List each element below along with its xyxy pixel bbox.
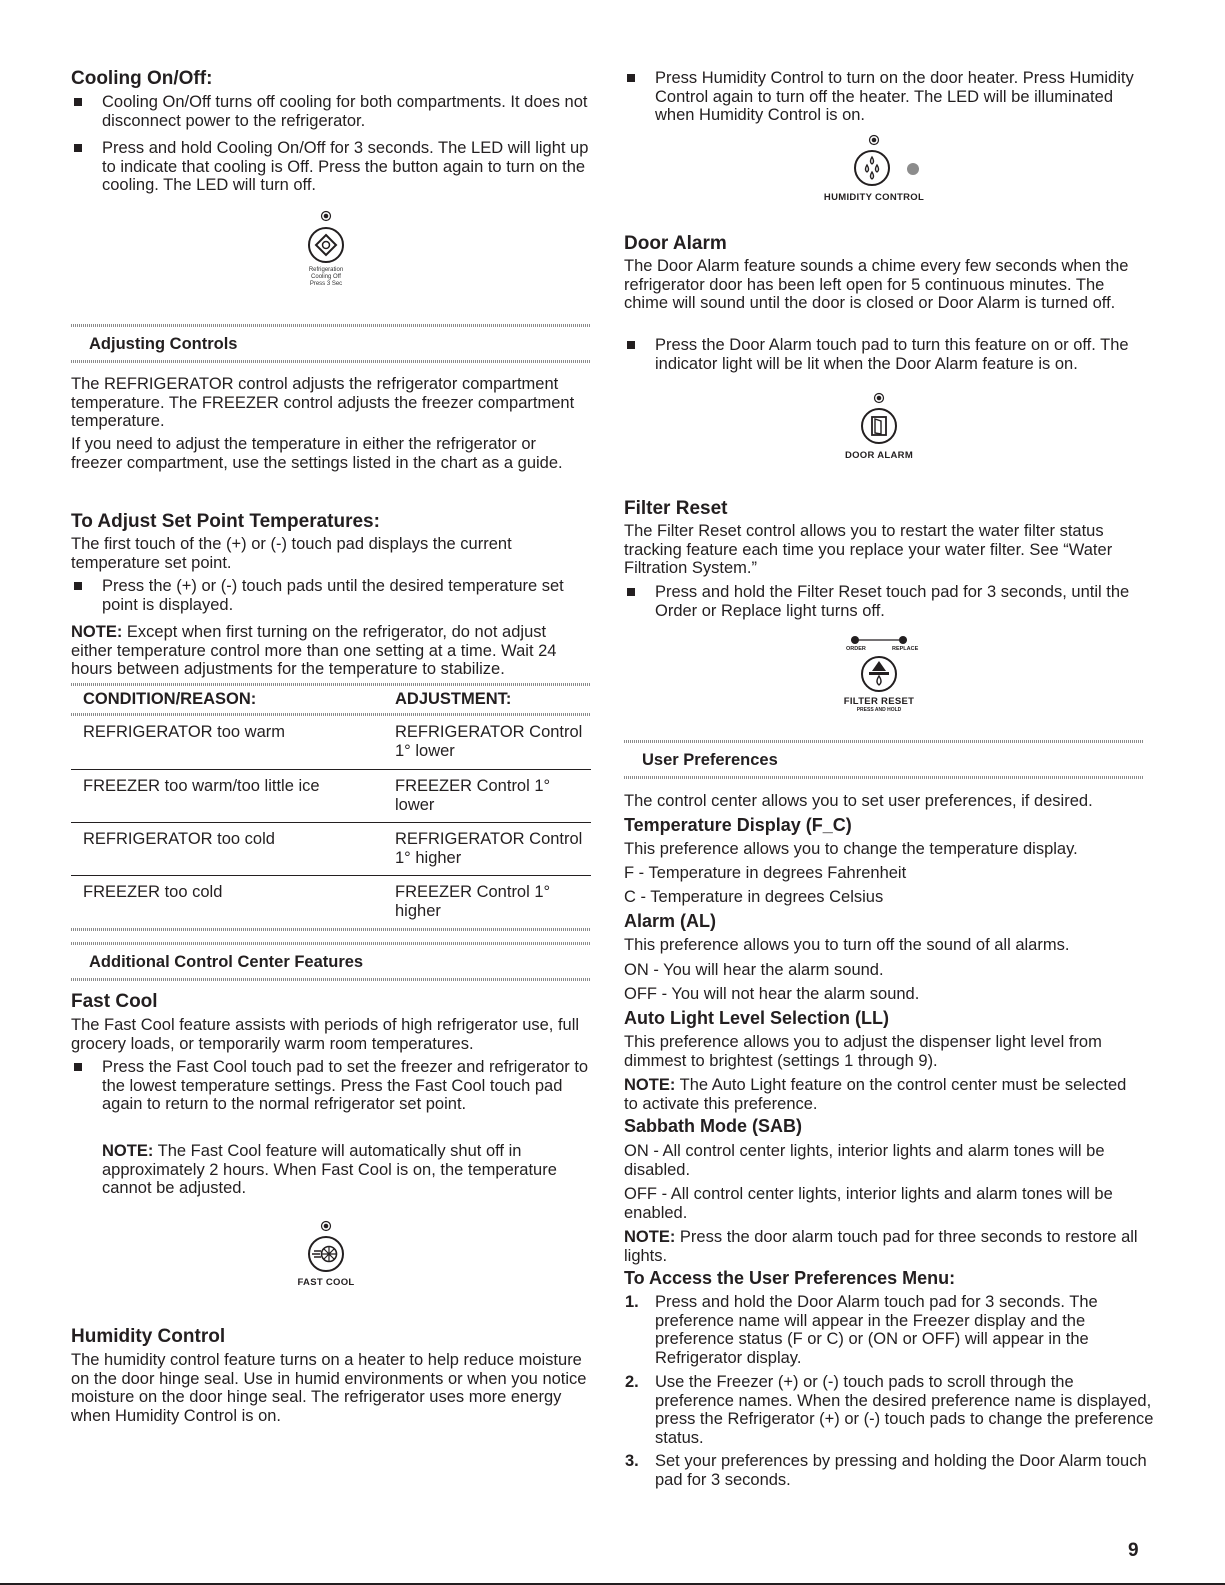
light-level-note (624, 1076, 1144, 1113)
table-cell-adjustment: REFRIGERATOR Control 1° lower (395, 723, 583, 760)
step-number: 1. (625, 1293, 639, 1311)
cooling-heading: Cooling On/Off: (71, 68, 213, 89)
note-text: The Fast Cool feature will automatically shut off in approximately 2 hours. When Fast Cool is on, the temperature cannot be adjusted. (102, 1142, 557, 1197)
filter-text: The Filter Reset control allows you to restart the water filter status tracking feature each time you replace your water filter. See “Water Filtration System.” (624, 522, 1113, 577)
setpoint-bullet: Press the (+) or (-) touch pads until the desired temperature set point is displayed. (71, 577, 592, 614)
humidity-bullet: Press Humidity Control to turn on the door heater. Press Humidity Control again to turn off the heater. The LED will be illuminated when Humidity Control is on. (624, 69, 1155, 125)
door-icon[interactable] (859, 406, 899, 446)
temp-c: C - Temperature in degrees Celsius (624, 888, 884, 906)
cooling-caption-3: Press 3 Sec (309, 281, 343, 287)
order-replace-leds-icon (839, 634, 919, 646)
menu-step (624, 1373, 1155, 1447)
fastcool-heading: Fast Cool (71, 991, 158, 1012)
filter-subcaption: PRESS AND HOLD (856, 707, 902, 713)
light-level-text: This preference allows you to adjust the dispenser light level from dimmest to brightest (settings 1 through 9). (624, 1033, 1102, 1070)
divider (624, 740, 1144, 743)
menu-step (624, 1293, 1155, 1367)
fastcool-intro: The Fast Cool feature assists with periods of high refrigerator use, full grocery loads, or temporarily warm room temperatures. (71, 1016, 580, 1053)
divider (71, 928, 591, 931)
filter-icon[interactable] (859, 654, 899, 694)
menu-heading: To Access the User Preferences Menu: (624, 1268, 956, 1288)
sabbath-off: OFF - All control center lights, interior lights and alarm tones will be enabled. (624, 1185, 1113, 1222)
door-alarm-text: The Door Alarm feature sounds a chime every few seconds when the refrigerator door has been left open for 5 continuous minutes. The chime will sound until the door is closed or Door Alarm is turned off. (624, 257, 1129, 312)
water-drops-icon[interactable] (852, 148, 892, 188)
alarm-off: OFF - You will not hear the alarm sound. (624, 985, 920, 1003)
led-indicator-icon (868, 134, 880, 146)
prefs-intro: The control center allows you to set user preferences, if desired. (624, 792, 1093, 810)
cooling-icon-block (266, 210, 386, 288)
door-alarm-heading: Door Alarm (624, 233, 727, 254)
adjustment-table (71, 683, 591, 931)
menu-step (624, 1452, 1155, 1489)
filter-bullet: Press and hold the Filter Reset touch pad for 3 seconds, until the Order or Replace light turns off. (624, 583, 1155, 620)
power-button-icon[interactable] (306, 225, 346, 265)
door-alarm-bullet: Press the Door Alarm touch pad to turn this feature on or off. The indicator light will be lit when the Door Alarm feature is on. (624, 336, 1155, 373)
table-row (71, 823, 591, 876)
order-label: ORDER (846, 646, 866, 652)
step-text: Press and hold the Door Alarm touch pad for 3 seconds. The preference name will appear in the Freezer display and the preference status (F or C) or (ON or OFF) will appear in the Refrigerator display. (655, 1293, 1098, 1367)
prefs-section-label: User Preferences (642, 751, 778, 769)
table-row (71, 876, 591, 928)
humidity-icon-block (804, 134, 944, 203)
note-label: NOTE: (102, 1142, 154, 1160)
table-cell-adjustment: FREEZER Control 1° lower (395, 777, 551, 814)
table-header-condition: CONDITION/REASON: (83, 690, 257, 708)
cooling-caption-1: Refrigeration (308, 267, 344, 273)
note-label: NOTE: (624, 1076, 676, 1094)
setpoint-note (71, 623, 591, 679)
table-cell-condition: FREEZER too cold (83, 883, 223, 901)
table-row (71, 716, 591, 770)
door-alarm-caption: DOOR ALARM (844, 450, 914, 461)
light-level-heading: Auto Light Level Selection (LL) (624, 1008, 889, 1028)
led-indicator-icon (873, 392, 885, 404)
cooling-caption-2: Cooling Off (311, 274, 341, 280)
temp-display-heading: Temperature Display (F_C) (624, 815, 852, 835)
table-header-adjustment: ADJUSTMENT: (395, 690, 512, 708)
humidity-heading: Humidity Control (71, 1326, 226, 1347)
humidity-caption: HUMIDITY CONTROL (823, 192, 925, 203)
setpoint-intro: The first touch of the (+) or (-) touch pad displays the current temperature set point. (71, 535, 512, 572)
note-label: NOTE: (624, 1228, 676, 1246)
replace-label: REPLACE (892, 646, 919, 652)
door-alarm-icon-block (819, 392, 939, 461)
note-text: Except when first turning on the refrigerator, do not adjust either temperature control more than one setting at a time. Wait 24 hours between adjustments for the temperature to stabilize. (71, 623, 557, 678)
step-number: 3. (625, 1452, 639, 1470)
divider (71, 978, 591, 981)
additional-section-label: Additional Control Center Features (89, 953, 364, 971)
step-text: Use the Freezer (+) or (-) touch pads to scroll through the preference names. When the desired preference name is displayed, press the Refrigerator (+) or (-) touch pads to change the preference status. (655, 1373, 1154, 1447)
note-label: NOTE: (71, 623, 123, 641)
fan-icon[interactable] (306, 1234, 346, 1274)
fastcool-bullet: Press the Fast Cool touch pad to set the freezer and refrigerator to the lowest temperature settings. Press the Fast Cool touch pad again to return to the normal refrigerator set point. (71, 1058, 592, 1114)
temp-f: F - Temperature in degrees Fahrenheit (624, 864, 907, 882)
divider (71, 324, 591, 327)
adjusting-section-bar (71, 324, 591, 363)
humidity-text: The humidity control feature turns on a heater to help reduce moisture on the door hinge seal. Use in humid environments or when you notice moisture on the door hinge seal. The refrigerator uses more energy when Humidity Control is on. (71, 1351, 587, 1425)
adjusting-paragraph-1: The REFRIGERATOR control adjusts the refrigerator compartment temperature. The FREEZER control adjusts the freezer compartment temperature. (71, 375, 575, 430)
fastcool-caption: FAST COOL (297, 1277, 355, 1288)
additional-section-bar (71, 942, 591, 981)
table-cell-condition: REFRIGERATOR too cold (83, 830, 275, 848)
adjusting-section-label: Adjusting Controls (89, 335, 238, 353)
alarm-on: ON - You will hear the alarm sound. (624, 961, 884, 979)
step-number: 2. (625, 1373, 639, 1391)
filter-heading: Filter Reset (624, 498, 728, 519)
setpoint-heading: To Adjust Set Point Temperatures: (71, 511, 380, 532)
led-indicator-icon (320, 1220, 332, 1232)
fastcool-icon-block (266, 1220, 386, 1288)
note-text: Press the door alarm touch pad for three seconds to restore all lights. (624, 1228, 1138, 1265)
table-header-row (71, 686, 591, 713)
alarm-text: This preference allows you to turn off the sound of all alarms. (624, 936, 1070, 954)
alarm-heading: Alarm (AL) (624, 911, 717, 931)
note-text: The Auto Light feature on the control center must be selected to activate this preference. (624, 1076, 1127, 1113)
cooling-bullet-2: Press and hold Cooling On/Off for 3 seconds. The LED will light up to indicate that cooling is Off. Press the button again to turn on the cooling. The LED will turn off. (71, 139, 592, 195)
divider (71, 360, 591, 363)
table-cell-adjustment: FREEZER Control 1° higher (395, 883, 551, 920)
step-text: Set your preferences by pressing and holding the Door Alarm touch pad for 3 seconds. (655, 1452, 1147, 1489)
fastcool-note (102, 1142, 587, 1198)
temp-display-text: This preference allows you to change the temperature display. (624, 840, 1078, 858)
sabbath-note (624, 1228, 1144, 1265)
prefs-section-bar (624, 740, 1144, 779)
table-row (71, 770, 591, 823)
led-indicator-icon (320, 210, 332, 222)
adjusting-paragraph-2: If you need to adjust the temperature in either the refrigerator or freezer compartment, use the settings listed in the chart as a guide. (71, 435, 563, 472)
table-cell-condition: FREEZER too warm/too little ice (83, 777, 320, 795)
led-dot-icon (906, 162, 920, 176)
table-cell-adjustment: REFRIGERATOR Control 1° higher (395, 830, 583, 867)
page-number: 9 (1128, 1540, 1139, 1561)
divider (624, 776, 1144, 779)
cooling-bullet-1: Cooling On/Off turns off cooling for both compartments. It does not disconnect power to the refrigerator. (71, 93, 592, 130)
sabbath-heading: Sabbath Mode (SAB) (624, 1116, 802, 1136)
filter-caption: FILTER RESET (843, 696, 915, 707)
divider (71, 942, 591, 945)
table-cell-condition: REFRIGERATOR too warm (83, 723, 286, 741)
sabbath-on: ON - All control center lights, interior lights and alarm tones will be disabled. (624, 1142, 1105, 1179)
filter-icon-block (814, 634, 944, 713)
